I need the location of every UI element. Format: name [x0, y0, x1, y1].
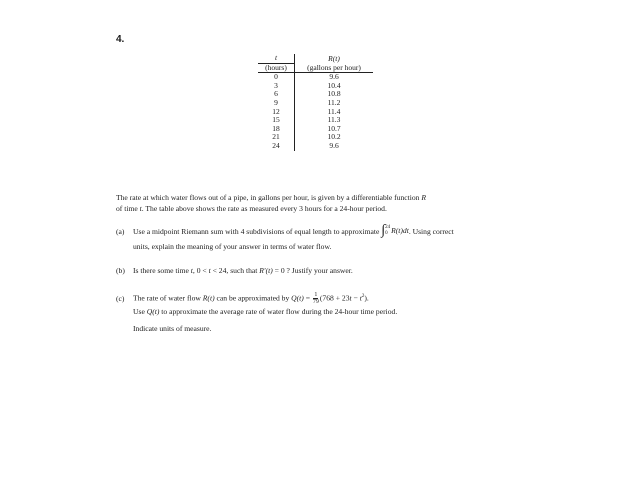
t-cell: 9	[258, 99, 295, 108]
t-header-unit: (hours)	[258, 63, 295, 73]
r-cell: 10.7	[327, 123, 341, 133]
poly-text: ).	[364, 293, 369, 303]
part-c-label: (c)	[116, 293, 125, 303]
part-a-text: units, explain the meaning of your answer in terms of water flow.	[133, 241, 332, 251]
poly-text: (768 + 23	[319, 293, 350, 303]
part-c-text: Indicate units of measure.	[133, 323, 212, 333]
r-cell: 10.2	[327, 132, 341, 142]
t-cell: 12	[258, 108, 295, 117]
intro-paragraph	[116, 193, 536, 214]
part-c-text: The rate of water flow	[133, 293, 203, 303]
rate-table	[258, 54, 373, 151]
r-cell: 11.2	[327, 97, 341, 107]
part-b-text: Is there some time	[133, 266, 191, 275]
r-cell: 11.4	[327, 106, 341, 116]
r-cell: 9.6	[329, 72, 339, 82]
part-b-var: t	[208, 266, 211, 275]
part-a-text: Use a midpoint Riemann sum with 4 subdivisions of equal length to approximate	[133, 227, 382, 236]
part-c-eq: =	[303, 293, 312, 303]
poly-var: t	[359, 293, 362, 303]
part-b-text: , 0 <	[192, 266, 209, 275]
integral-upper: 24	[385, 225, 391, 230]
r-cell: 9.6	[329, 140, 339, 150]
part-b-label: (b)	[116, 266, 125, 275]
r-cell: 10.8	[327, 89, 341, 99]
t-cell: 24	[258, 142, 295, 151]
fraction	[313, 292, 319, 305]
t-cell: 6	[258, 90, 295, 99]
t-cell: 18	[258, 125, 295, 134]
integral-expression: ∫ 24 0 R(t)dt	[381, 223, 409, 238]
table-header-row	[258, 54, 373, 63]
t-header-var: t	[258, 54, 295, 63]
part-c-q: Q(t)	[146, 307, 160, 317]
question-number: 4.	[116, 34, 125, 45]
integral-lower: 0	[385, 231, 388, 236]
part-c-text: to approximate the average rate of water flow during the 24-hour time period.	[159, 307, 398, 317]
part-a-text: . Using correct	[408, 227, 454, 236]
fraction-denominator: 79	[312, 299, 319, 306]
poly-var: t	[349, 293, 352, 303]
part-a-label: (a)	[116, 227, 125, 236]
intro-var: t	[139, 203, 142, 213]
part-b	[116, 266, 536, 277]
part-c-text: Use	[133, 307, 147, 317]
r-cell: 11.3	[327, 115, 341, 125]
intro-text: of time	[116, 203, 140, 213]
poly-exponent: 2	[361, 294, 365, 299]
part-a	[116, 225, 536, 252]
r-header-var: R(t)	[328, 53, 340, 63]
intro-text: The rate at which water flows out of a pipe, in gallons per hour, is given by a differentiable function	[116, 193, 422, 202]
part-b-expr: R′(t)	[259, 266, 273, 275]
t-cell: 21	[258, 133, 295, 142]
part-c-q: Q(t)	[291, 293, 304, 303]
t-cell: 0	[258, 73, 295, 82]
r-cell: 10.4	[327, 80, 341, 90]
integral-body: R(t)dt	[391, 225, 409, 235]
part-b-text: = 0 ? Justify your answer.	[272, 266, 353, 275]
part-b-text: < 24, such that	[210, 266, 260, 275]
part-c-r: R(t)	[202, 293, 215, 303]
r-header-unit: (gallons per hour)	[295, 63, 374, 73]
poly-text: −	[351, 293, 360, 303]
t-cell: 15	[258, 116, 295, 125]
fraction-numerator: 1	[314, 292, 318, 299]
part-b-var: t	[190, 266, 193, 275]
t-cell: 3	[258, 82, 295, 91]
part-c-text: can be approximated by	[214, 293, 292, 303]
part-c	[116, 292, 536, 334]
table-row	[258, 142, 373, 151]
intro-var: R	[421, 193, 426, 202]
intro-text: . The table above shows the rate as measured every 3 hours for a 24-hour period.	[141, 203, 387, 213]
